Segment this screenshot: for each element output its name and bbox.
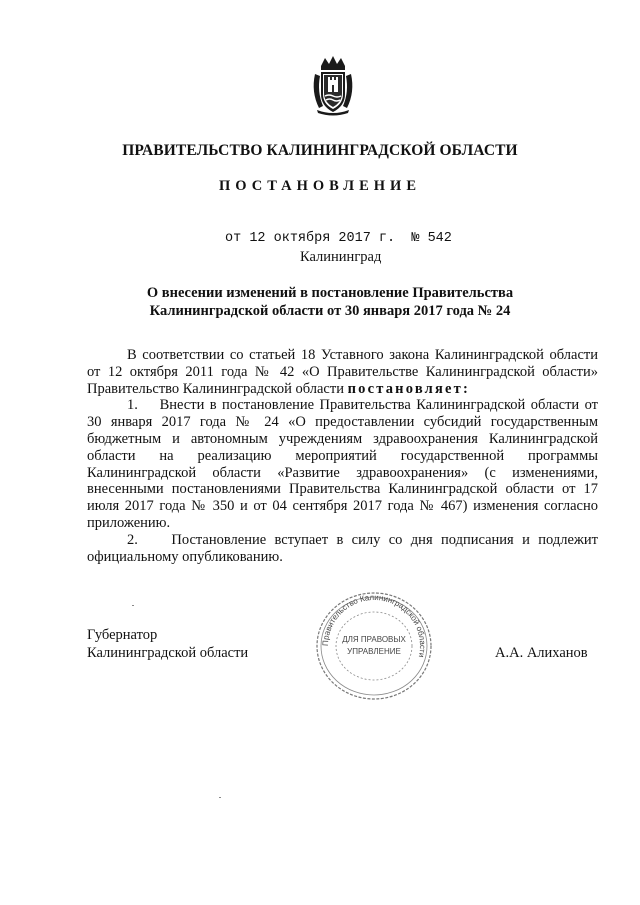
document-number: 542 bbox=[427, 231, 452, 246]
coat-of-arms-emblem bbox=[311, 54, 355, 116]
government-name: ПРАВИТЕЛЬСТВО КАЛИНИНГРАДСКОЙ ОБЛАСТИ bbox=[122, 142, 518, 159]
signer-title-line-1: Губернатор bbox=[87, 627, 158, 643]
signer-title-line-2: Калининградской области bbox=[87, 645, 249, 661]
signer-name: А.А. Алиханов bbox=[495, 645, 588, 661]
document-heading bbox=[120, 284, 540, 320]
heading-line-2: Калининградской области от 30 января 2017 года № 24 bbox=[149, 303, 511, 319]
number-prefix: № bbox=[411, 231, 420, 246]
resolves-word: постановляет: bbox=[347, 380, 471, 397]
seal-center-line-2: УПРАВЛЕНИЕ bbox=[347, 647, 401, 656]
item-2-paragraph: 2. Постановление вступает в силу со дня подписания и подлежит официальному опубликованию. bbox=[87, 531, 598, 565]
heading-line-1: О внесении изменений в постановление Правительства bbox=[146, 285, 514, 301]
official-seal bbox=[313, 590, 435, 702]
document-type: ПОСТАНОВЛЕНИЕ bbox=[218, 178, 421, 194]
item-1-paragraph: 1. Внести в постановление Правительства Калининградской области от 30 января 2017 года № 24 «О предоставлении субсидий государственным бюджетным и автономным учреждениям здравоохранения Калининградской области на реализацию мероприятий государственной программы Калининградской области «Развитие здравоохранения» (с изменениями, внесенными постановлениями Правительства Калининградской области от 17 июля 2017 года № 350 и от 04 сентября 2017 года № 467) изменения согласно приложению. bbox=[87, 397, 598, 531]
date-number-line bbox=[225, 231, 452, 246]
signer-title bbox=[87, 626, 248, 662]
document-body bbox=[87, 347, 598, 565]
city: Калининград bbox=[300, 249, 382, 265]
preamble-text: В соответствии со статьей 18 Уставного закона Калининградской области от 12 октября 2011 года № 42 «О Правительстве Калининградской области» Правительство Калининградской области bbox=[87, 347, 598, 397]
date-prefix: от bbox=[225, 231, 242, 246]
scan-speck bbox=[219, 797, 221, 798]
preamble-paragraph bbox=[87, 347, 598, 397]
scan-speck bbox=[132, 605, 134, 606]
seal-ring-text: Правительство Калининградской области bbox=[320, 592, 428, 659]
document-date: 12 октября 2017 г. bbox=[249, 231, 396, 246]
seal-center-line-1: ДЛЯ ПРАВОВЫХ bbox=[342, 635, 406, 644]
